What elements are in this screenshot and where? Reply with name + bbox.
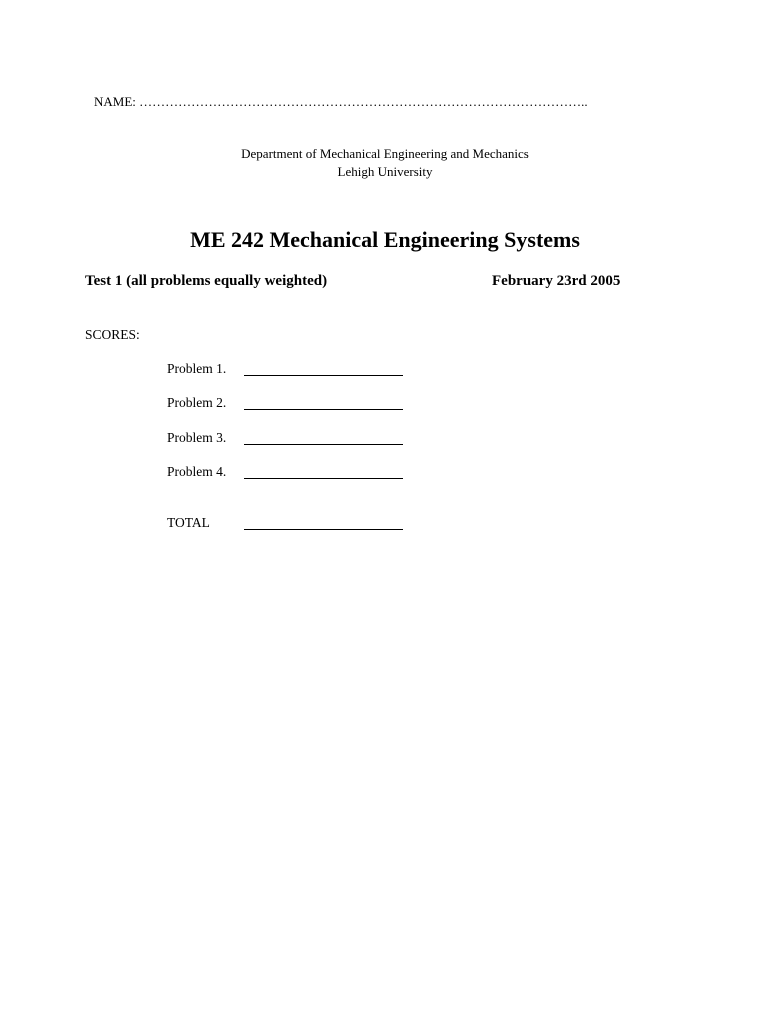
problem-4-label: Problem 4.: [167, 464, 227, 479]
university-name: Lehigh University: [337, 164, 433, 179]
total-score-blank: [244, 529, 403, 530]
problem-1-label: Problem 1.: [167, 361, 227, 376]
course-title: ME 242 Mechanical Engineering Systems: [190, 227, 580, 252]
department-name: Department of Mechanical Engineering and Mechanics: [241, 146, 529, 161]
scores-heading: SCORES:: [85, 327, 140, 342]
problem-1-score-blank: [244, 375, 403, 376]
problem-2-score-blank: [244, 409, 403, 410]
problem-3-label: Problem 3.: [167, 430, 227, 445]
test-label: Test 1 (all problems equally weighted): [85, 273, 328, 289]
test-date: February 23rd 2005: [492, 273, 621, 289]
problem-2-label: Problem 2.: [167, 395, 227, 410]
total-label: TOTAL: [167, 515, 210, 530]
problem-3-score-blank: [244, 444, 403, 445]
problem-4-score-blank: [244, 478, 403, 479]
name-field-line: NAME: …………………………………………………………………………………………..: [94, 94, 588, 109]
